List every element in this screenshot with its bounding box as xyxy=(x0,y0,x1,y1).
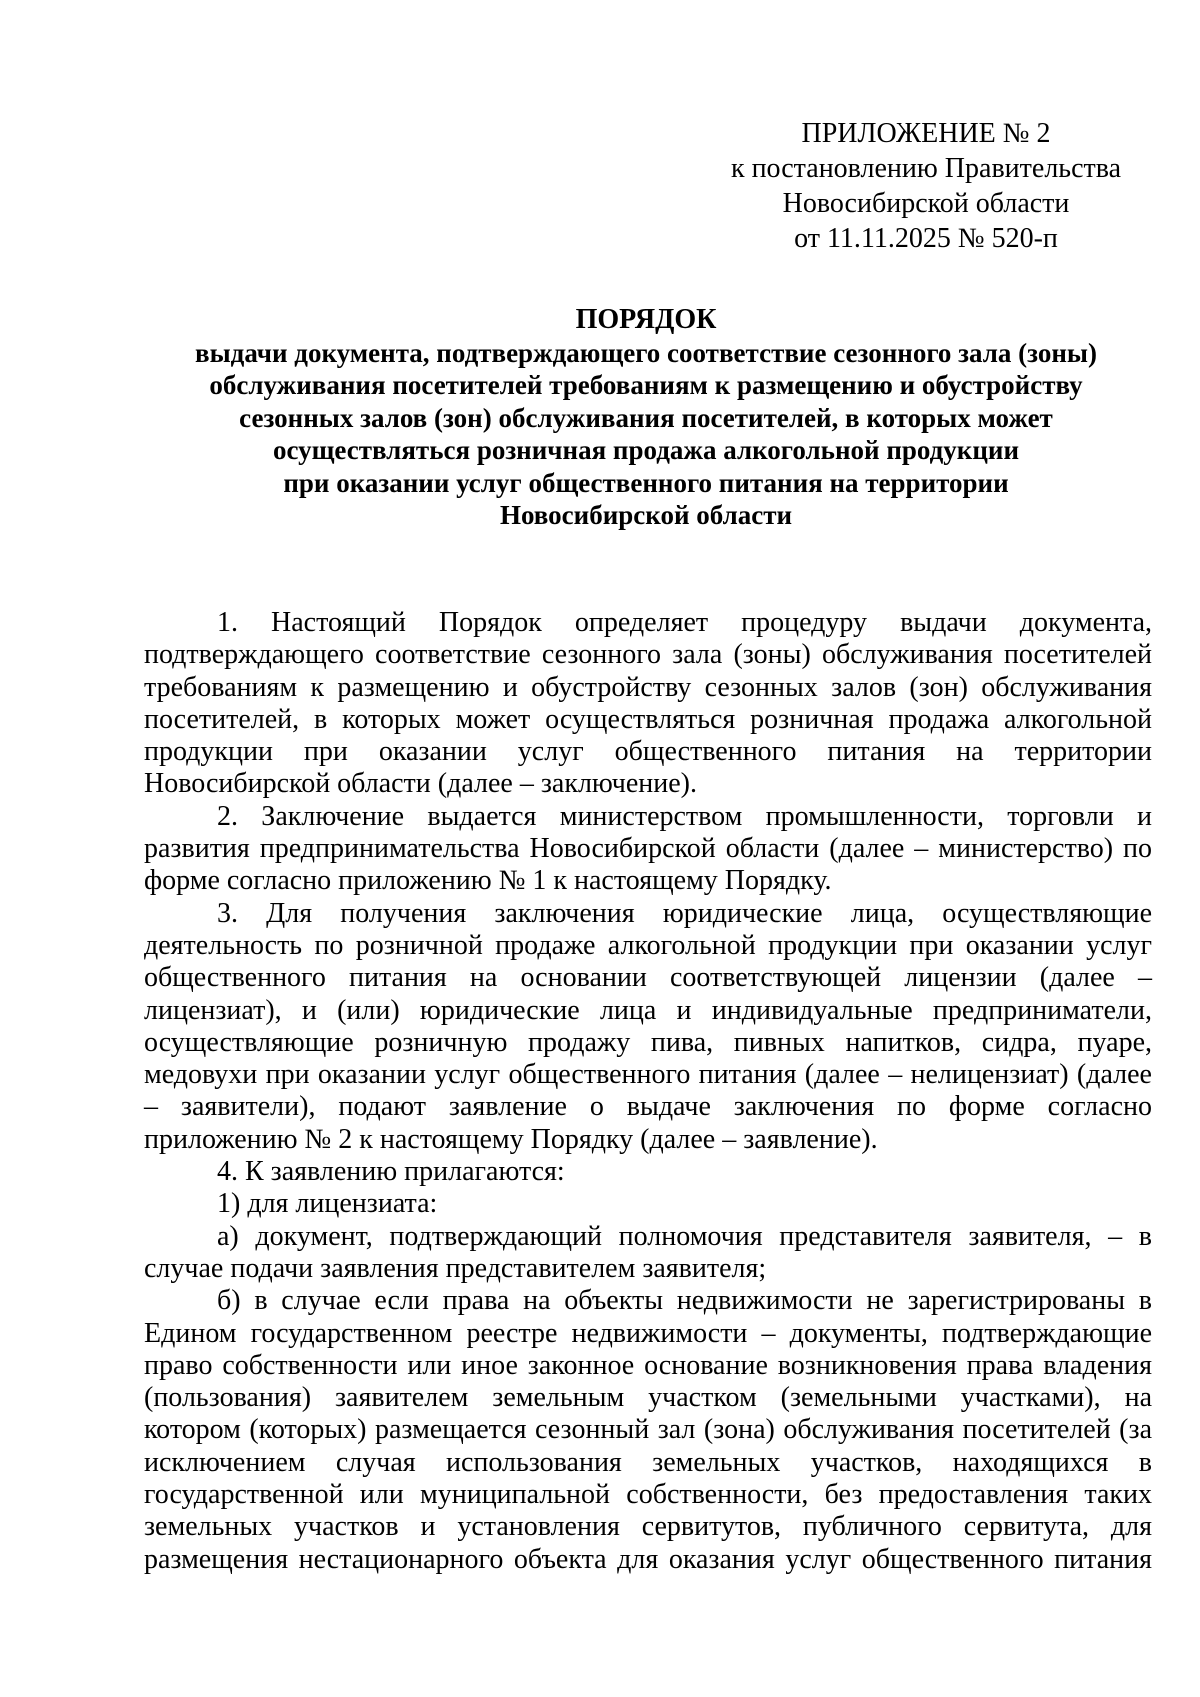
title-line: сезонных залов (зон) обслуживания посетителей, в которых может xyxy=(239,402,1053,433)
appendix-region: Новосибирской области xyxy=(782,188,1070,219)
subitem-b: б) в случае если права на объекты недвижимости не зарегистрированы в Едином государственном реестре недвижимости – документы, подтверждающие право собственности или иное законное основание возникновения права владения (пользования) заявителем земельным участком (земельными участками), на котором (которых) размещается сезонный зал (зона) обслуживания посетителей (за исключением случая использования земельных участков, находящихся в государственной или муниципальной собственности, без предоставления таких земельных участков и установления сервитутов, публичного сервитута, для размещения нестационарного объекта для оказания услуг общественного питания xyxy=(144,1285,1152,1575)
subitem-1: 1) для лицензиата: xyxy=(217,1188,438,1220)
title-line: обслуживания посетителей требованиям к размещению и обустройству xyxy=(209,370,1083,400)
appendix-header xyxy=(700,116,1152,256)
title-line: Новосибирской области xyxy=(499,500,793,530)
paragraph-4: 4. К заявлению прилагаются: xyxy=(217,1156,565,1188)
document-title: ПОРЯДОК xyxy=(575,304,717,335)
paragraph-2: 2. Заключение выдается министерством промышленности, торговли и развития предпринимательства Новосибирской области (далее – министерство) по форме согласно приложению № 1 к настоящему Порядку. xyxy=(144,800,1152,897)
title-line: выдачи документа, подтверждающего соответствие сезонного зала (зоны) xyxy=(195,337,1097,368)
document-title-block xyxy=(140,304,1152,532)
appendix-number: ПРИЛОЖЕНИЕ № 2 xyxy=(801,118,1051,149)
paragraph-3: 3. Для получения заключения юридические лица, осуществляющие деятельность по розничной продаже алкогольной продукции при оказании услуг общественного питания на основании соответствующей лицензии (далее – лицензиат), и (или) юридические лица и индивидуальные предприниматели, осуществляющие розничную продажу пива, пивных напитков, сидра, пуаре, медовухи при оказании услуг общественного питания (далее – нелицензиат) (далее – заявители), подают заявление о выдаче заключения по форме согласно приложению № 2 к настоящему Порядку (далее – заявление). xyxy=(144,897,1152,1155)
paragraph-1: 1. Настоящий Порядок определяет процедуру выдачи документа, подтверждающего соответствие сезонного зала (зоны) обслуживания посетителей требованиям к размещению и обустройству сезонных залов (зон) обслуживания посетителей, в которых может осуществляться розничная продажа алкогольной продукции при оказании услуг общественного питания на территории Новосибирской области (далее – заключение). xyxy=(144,607,1152,800)
title-line: при оказании услуг общественного питания на территории xyxy=(283,467,1009,498)
appendix-decree-ref: к постановлению Правительства xyxy=(730,153,1122,184)
appendix-date-number: от 11.11.2025 № 520-п xyxy=(794,223,1058,254)
title-line: осуществляться розничная продажа алкогольной продукции xyxy=(272,435,1020,465)
document-body xyxy=(144,607,1152,1576)
subitem-a: а) документ, подтверждающий полномочия представителя заявителя, – в случае подачи заявления представителем заявителя; xyxy=(144,1220,1152,1284)
